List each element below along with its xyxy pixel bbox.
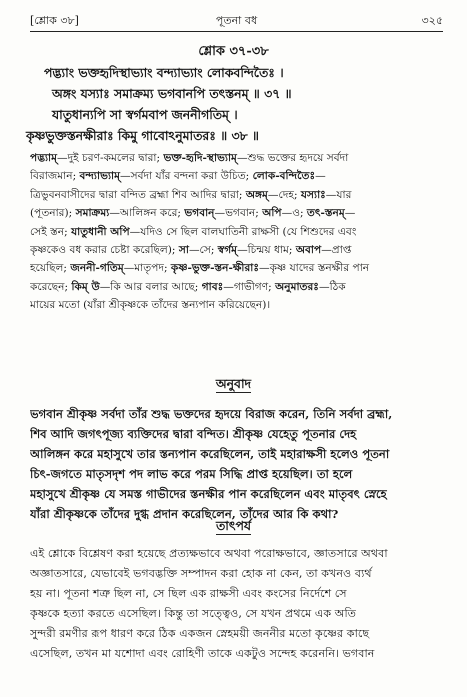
- synonym-term: অঙ্গম্: [245, 188, 268, 201]
- synonym-line: [30, 259, 443, 277]
- synonym-gloss: —: [344, 207, 356, 220]
- synonym-term: ভক্ত-হৃদি-স্থাভ্যাম্: [163, 152, 237, 164]
- synonym-gloss: —সর্বদা যাঁর বন্দনা করা উচিত;: [120, 170, 253, 183]
- synonym-term: অপি: [262, 207, 282, 220]
- purport-line: কৃষ্ণকে হত্যা করতে এসেছিল। কিন্তু তা সত্ত্বেও, সে যখন প্রথমে এক অতি: [30, 607, 357, 620]
- synonym-term: সা: [178, 244, 189, 257]
- synonym-gloss: —কৃষ্ণ যাদের স্তনক্ষীর পান: [259, 262, 370, 275]
- synonym-gloss: করেছেন;: [30, 280, 72, 293]
- synonym-gloss: —সে;: [188, 244, 218, 257]
- synonym-term: অনুমাতরঃ: [275, 280, 319, 293]
- purport-text: [30, 544, 443, 664]
- synonym-gloss: —যার: [325, 188, 352, 201]
- synonym-gloss: —যদিও সে ছিল বালঘাতিনী রাক্ষসী (যে শিশুদের এবং: [129, 225, 357, 238]
- synonym-gloss: —দুই চরণ-কমলের দ্বারা;: [57, 152, 164, 164]
- synonym-gloss: —শুদ্ধ ভক্তের হৃদয়ে সর্বদা: [236, 152, 349, 164]
- purport-line: হয় না। পূতনা শত্রু ছিল না, সে ছিল এক রাক্ষসী এবং কংসের নির্দেশে সে: [30, 587, 347, 600]
- synonym-term: বন্দ্যাভ্যাম্: [79, 170, 120, 183]
- synonym-gloss: —দেহ;: [267, 188, 301, 201]
- synonym-line: [30, 204, 443, 222]
- synonym-term: পদ্ভ্যাম্: [30, 152, 58, 164]
- translation-text: [30, 404, 443, 524]
- synonym-line: [30, 278, 443, 296]
- synonym-line: [30, 296, 443, 314]
- sanskrit-verse: [26, 62, 443, 146]
- synonym-term: তৎ-স্তনম্: [306, 207, 345, 220]
- translation-line: আলিঙ্গন করে মহাসুখে তার স্তন্যপান করেছিলেন, তাই মহারাক্ষসী হলেও পূতনা: [30, 447, 390, 461]
- purport-line: এই শ্লোকে বিশ্লেষণ করা হয়েছে প্রত্যক্ষভাবে অথবা পরোক্ষভাবে, জ্ঞাতসারে অথবা: [30, 547, 388, 560]
- synonym-term: কৃষ্ণ-ভুক্ত-স্তন-ক্ষীরাঃ: [170, 262, 259, 275]
- synonym-gloss: —ঠিক: [318, 280, 346, 293]
- translation-line: মহাসুখে শ্রীকৃষ্ণ যে সমস্ত গাভীদের স্তনক্ষীর পান করেছিলেন এবং মাতৃবৎ স্নেহে: [30, 487, 387, 501]
- synonym-line: [30, 241, 443, 259]
- synonym-term: কিম্ উ: [71, 280, 100, 293]
- purport-line: অজ্ঞাতসারে, যেভাবেই ভগবদ্ভক্তি সম্পাদন করা হোক না কেন, তা কখনও ব্যর্থ: [30, 567, 372, 580]
- synonym-gloss: হয়েছিল;: [30, 262, 71, 275]
- purport-heading: [0, 518, 467, 538]
- synonym-gloss: সেই স্তন;: [30, 225, 72, 238]
- header-divider: [30, 31, 443, 32]
- translation-line: শিব আদি জগৎপূজ্য ব্যক্তিদের দ্বারা বন্দিত। শ্রীকৃষ্ণ যেহেতু পূতনার দেহ: [30, 427, 357, 441]
- synonym-term: লোক-বন্দিতৈঃ: [252, 170, 316, 183]
- synonym-gloss: মায়ের মতো (যাঁরা শ্রীকৃষ্ণকে তাঁদের স্তন্যপান করিয়েছেন)।: [30, 299, 271, 312]
- synonym-gloss: —কি আর বলার আছে;: [99, 280, 202, 293]
- translation-line: ভগবান শ্রীকৃষ্ণ সর্বদা তাঁর শুদ্ধ ভক্তদের হৃদয়ে বিরাজ করেন, তিনি সর্বদা ব্রহ্মা,: [30, 407, 393, 421]
- synonym-gloss: ত্রিভুবনবাসীদের দ্বারা বন্দিত ব্রহ্মা শিব আদির দ্বারা;: [30, 188, 246, 201]
- verse-reference: [শ্লোক ৩৮]: [30, 14, 79, 27]
- verse-line: যাতুধান্যপি সা স্বর্গমবাপ জননীগতিম্ ।: [52, 107, 238, 122]
- translation-line: চিৎ-জগতে মাতৃসদৃশ পদ লাভ করে পরম সিদ্ধি প্রাপ্ত হয়েছিল। তা হলে: [30, 467, 353, 481]
- synonym-term: গাবঃ: [201, 280, 224, 293]
- synonym-gloss: বিরাজমান;: [30, 170, 80, 183]
- synonym-line: [30, 223, 443, 241]
- synonym-gloss: কৃষ্ণকেও বধ করার চেষ্টা করেছিল);: [30, 244, 179, 257]
- chapter-title: পূতনা বধ: [215, 14, 258, 27]
- translation-heading-text: অনুবাদ: [215, 376, 252, 391]
- word-for-word-synonyms: [30, 149, 443, 315]
- page-number: ৩২৫: [421, 14, 443, 27]
- synonym-term: জননী-গতিম্: [70, 262, 124, 275]
- synonym-term: ভগবান্: [184, 207, 215, 220]
- purport-line: এসেছিল, তখন মা যশোদা এবং রোহিণী তাকে একটুও সন্দেহ করেননি। ভগবান: [30, 647, 375, 660]
- translation-heading: [0, 376, 467, 396]
- synonym-term: স্বর্গম্: [217, 244, 238, 257]
- synonym-gloss: —ও;: [281, 207, 307, 220]
- synonym-gloss: —: [315, 170, 326, 183]
- synonym-gloss: —মাতৃপদ;: [123, 262, 171, 275]
- synonym-term: যাতুধানী অপি: [71, 225, 130, 238]
- synonym-term: সমাক্রম্য: [75, 207, 110, 220]
- verse-line: কৃষ্ণভুক্তস্তনক্ষীরাঃ কিমু গাবোঽনুমাতরঃ ॥ ৩৮ ॥: [26, 128, 259, 143]
- synonym-gloss: (পূতনার);: [30, 207, 76, 220]
- page-header: [30, 10, 443, 30]
- purport-heading-text: তাৎপর্য: [215, 518, 252, 533]
- synonym-term: অবাপ: [295, 244, 322, 257]
- verse-line: পদ্ভ্যাং ভক্তহৃদিস্থাভ্যাং বন্দ্যাভ্যাং লোকবন্দিতৈঃ ।: [44, 65, 284, 80]
- verse-line: অঙ্গং যস্যাঃ সমাক্রম্য ভগবানপি তৎস্তনম্ ॥ ৩৭ ॥: [52, 86, 292, 101]
- synonym-gloss: —গাভীগণ;: [223, 280, 276, 293]
- translation-line: যাঁরা শ্রীকৃষ্ণকে তাঁদের দুগ্ধ প্রদান করেছিলেন, তাঁদের আর কি কথা?: [30, 507, 339, 521]
- purport-line: সুন্দরী রমণীর রূপ ধারণ করে ঠিক একজন স্নেহময়ী জননীর মতো কৃষ্ণের কাছে: [30, 627, 370, 640]
- verse-heading: শ্লোক ৩৭-৩৮: [198, 44, 269, 59]
- synonym-gloss: —ভগবান;: [214, 207, 263, 220]
- synonym-term: যস্যাঃ: [300, 188, 326, 201]
- synonym-line: [30, 149, 443, 167]
- synonym-line: [30, 186, 443, 204]
- synonym-gloss: —প্রাপ্ত: [321, 244, 352, 257]
- synonym-gloss: —আলিঙ্গন করে;: [109, 207, 185, 220]
- synonym-gloss: —চিন্ময় ধাম;: [237, 244, 296, 257]
- synonym-line: [30, 167, 443, 185]
